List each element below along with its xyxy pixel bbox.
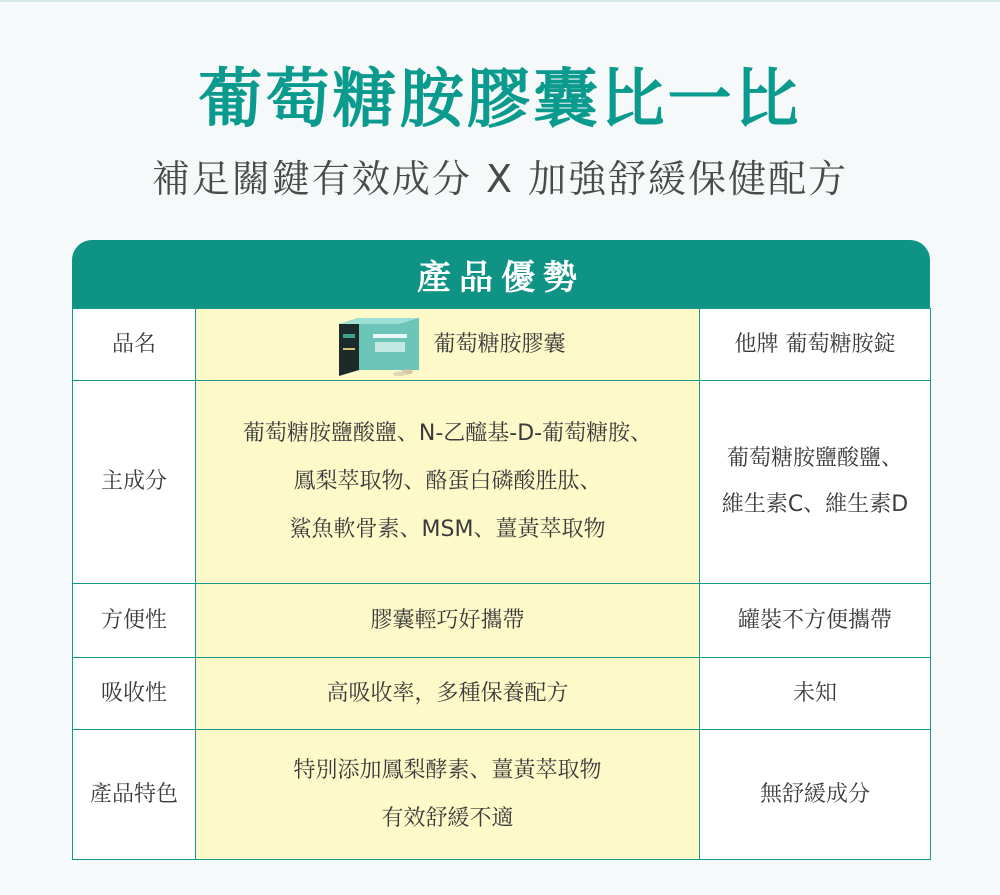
table-row: [73, 730, 931, 860]
row-label: 品名: [73, 309, 196, 381]
comparison-table: [72, 240, 930, 860]
table-row: [73, 309, 931, 381]
other-brand-cell: [700, 309, 931, 381]
our-product-name: 葡萄糖胺膠囊: [433, 331, 566, 357]
other-brand-name: 他牌 葡萄糖胺錠: [734, 331, 896, 357]
our-features-line: 有效舒緩不適: [381, 805, 514, 831]
other-ingredients-line: 維生素C、維生素D: [721, 492, 909, 517]
our-product-cell: [196, 309, 700, 381]
table-header: 產品優勢: [72, 240, 930, 308]
row-label: 產品特色: [73, 730, 196, 860]
other-ingredients-line: 葡萄糖胺鹽酸鹽、: [726, 446, 903, 471]
our-convenience-cell: 膠囊輕巧好攜帶: [196, 584, 700, 658]
other-absorption-cell: 未知: [700, 658, 931, 730]
page-subtitle: 補足關鍵有效成分 X 加強舒緩保健配方: [151, 157, 849, 201]
page-title: 葡萄糖胺膠囊比一比: [198, 63, 802, 137]
our-features-cell: [196, 730, 700, 860]
row-label: 吸收性: [73, 658, 196, 730]
our-ingredients-cell: [196, 381, 700, 584]
table-row: [73, 658, 931, 730]
row-label: 方便性: [73, 584, 196, 658]
our-ingredients-line: 鯊魚軟骨素、MSM、薑黃萃取物: [289, 517, 606, 542]
top-divider: [0, 0, 1000, 2]
our-ingredients-line: 鳳梨萃取物、酪蛋白磷酸胜肽、: [293, 469, 602, 494]
product-box-image: [329, 314, 421, 376]
table-row: [73, 584, 931, 658]
other-convenience-cell: 罐裝不方便攜帶: [700, 584, 931, 658]
comparison-grid: [72, 308, 931, 860]
row-label: 主成分: [73, 381, 196, 584]
other-ingredients-cell: [700, 381, 931, 584]
table-row: [73, 381, 931, 584]
our-features-line: 特別添加鳳梨酵素、薑黃萃取物: [293, 757, 602, 783]
our-ingredients-line: 葡萄糖胺鹽酸鹽、N-乙醯基-D-葡萄糖胺、: [242, 421, 653, 446]
other-features-cell: 無舒緩成分: [700, 730, 931, 860]
our-absorption-cell: 高吸收率，多種保養配方: [196, 658, 700, 730]
